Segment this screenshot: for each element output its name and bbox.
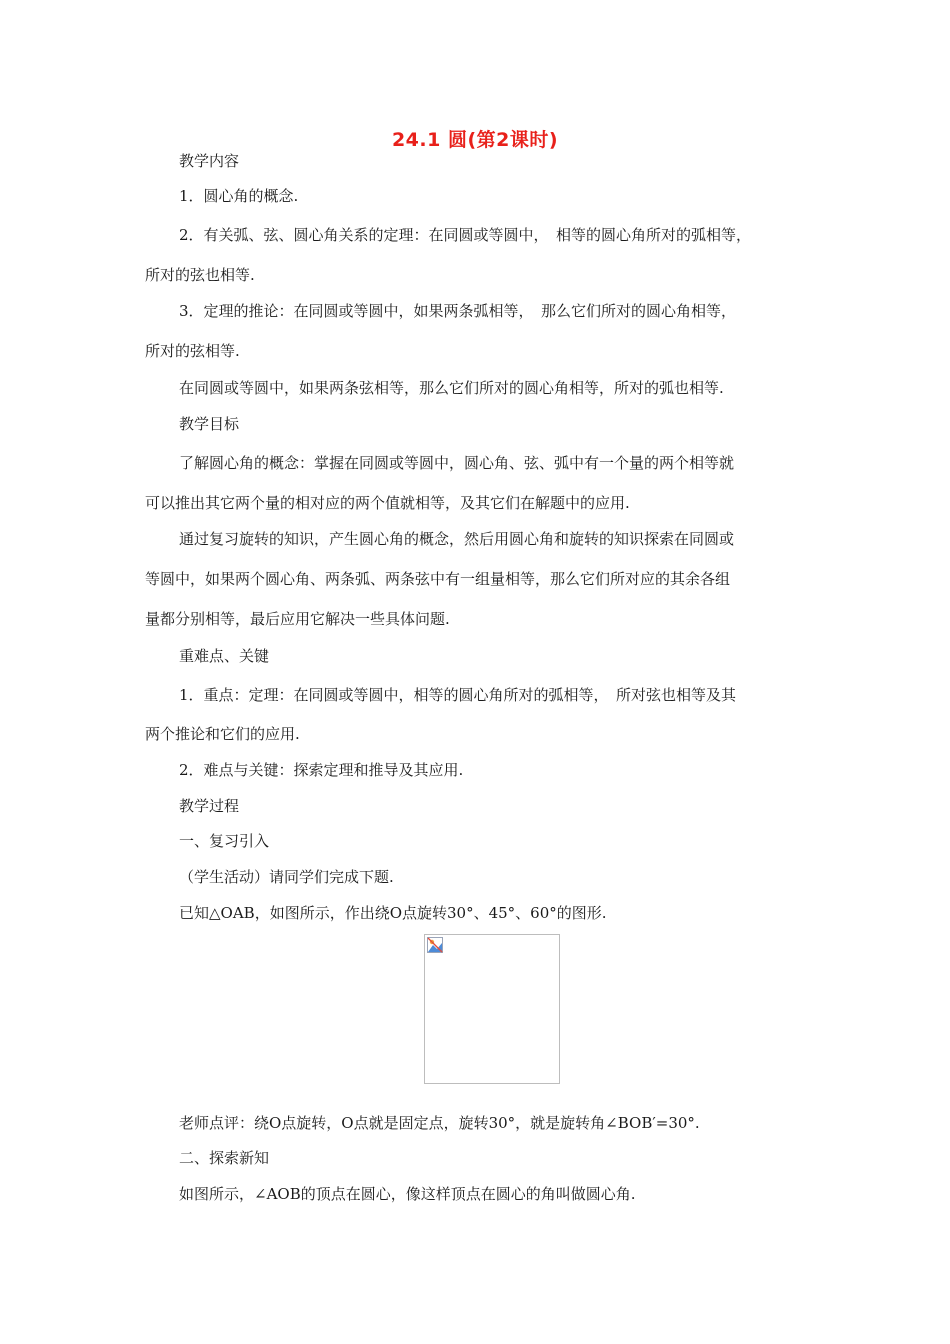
paragraph-line: 可以推出其它两个量的相对应的两个值就相等，及其它们在解题中的应用. [145, 494, 630, 512]
heading-explore: 二、探索新知 [179, 1149, 270, 1167]
paragraph-line: 等圆中，如果两个圆心角、两条弧、两条弦中有一组量相等，那么它们所对应的其余各组 [145, 570, 731, 588]
paragraph-line: 所对的弦也相等. [145, 266, 255, 284]
heading-teaching-goals: 教学目标 [179, 415, 240, 433]
paragraph-line: 3．定理的推论：在同圆或等圆中，如果两条弧相等， 那么它们所对的圆心角相等， [179, 302, 737, 320]
paragraph-line: 1．圆心角的概念. [179, 187, 299, 205]
paragraph-line: 2．有关弧、弦、圆心角关系的定理：在同圆或等圆中， 相等的圆心角所对的弧相等， [179, 226, 752, 244]
paragraph-line: 量都分别相等，最后应用它解决一些具体问题. [145, 610, 450, 628]
paragraph-line: 在同圆或等圆中，如果两条弦相等，那么它们所对的圆心角相等，所对的弧也相等. [179, 379, 724, 397]
document-title: 24.1 圆(第2课时) [391, 129, 559, 151]
figure-placeholder [424, 934, 560, 1084]
paragraph-line: 1．重点：定理：在同圆或等圆中，相等的圆心角所对的弧相等， 所对弦也相等及其 [179, 686, 737, 704]
heading-review: 一、复习引入 [179, 832, 270, 850]
heading-teaching-process: 教学过程 [179, 797, 240, 815]
heading-key-points: 重难点、关键 [179, 647, 270, 665]
heading-teaching-content: 教学内容 [179, 152, 240, 170]
paragraph-line: 2．难点与关键：探索定理和推导及其应用. [179, 761, 464, 779]
paragraph-line: 所对的弦相等. [145, 342, 240, 360]
paragraph-line: 老师点评：绕O点旋转，O点就是固定点，旋转30°，就是旋转角∠BOB′=30°. [179, 1114, 700, 1132]
paragraph-line: 两个推论和它们的应用. [145, 725, 300, 743]
paragraph-line: 已知△OAB，如图所示，作出绕O点旋转30°、45°、60°的图形. [179, 904, 607, 922]
paragraph-line: 通过复习旋转的知识，产生圆心角的概念，然后用圆心角和旋转的知识探索在同圆或 [179, 530, 735, 548]
paragraph-line: （学生活动）请同学们完成下题. [179, 868, 394, 886]
broken-image-icon [427, 937, 443, 953]
paragraph-line: 了解圆心角的概念：掌握在同圆或等圆中，圆心角、弦、弧中有一个量的两个相等就 [179, 454, 735, 472]
paragraph-line: 如图所示，∠AOB的顶点在圆心，像这样顶点在圆心的角叫做圆心角. [179, 1185, 636, 1203]
